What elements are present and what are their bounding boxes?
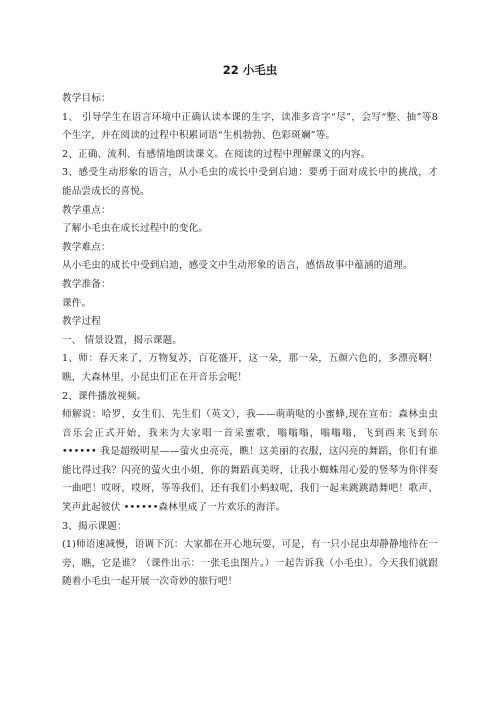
document-title: 22 小毛虫 [222,63,278,77]
paragraph: 师解说：哈罗，女生们、先生们（英文），我——萌萌哒的小蜜蜂,现在宣布：森林虫虫音乐会正式开始，我来为大家唱一首采蜜歌，嗡嗡嗡，嗡嗡嗡，飞到西来飞到东 •••••• 我是超级明星——萤火虫亮亮，瞧！这美丽的衣服，这闪亮的舞蹈，你们有谁能比得过我？闪亮的萤火虫小姐，你的舞蹈真美呀，让我小蜘蛛用心爱的竖琴为你伴奏一曲吧！哎呀，哎呀，等等我们，还有我们小蚂蚁呢，我们一起来跳跳踏舞吧！歌声、笑声此起彼伏 ••••••森林里成了一片欢乐的海洋。 [62,409,438,514]
paragraph: 从小毛虫的成长中受到启迪，感受文中生动形象的语言，感悟故事中蕴涵的道理。 [62,260,413,272]
document-body [62,90,438,592]
paragraph: 教学过程 [62,316,101,328]
paragraph: 3、感受生动形象的语言，从小毛虫的成长中受到启迪：要勇于面对成长中的挑战，才能品尝成长的喜悦。 [62,167,438,197]
paragraph: 教学准备： [62,278,111,290]
paragraph: 教学难点： [62,241,111,253]
paragraph: 1、 引导学生在语言环境中正确认读本课的生字，读准多音字“尽”，会写“整、抽”等8个生字，并在阅读的过程中积累词语“生机勃勃、色彩斑斓”等。 [62,111,438,142]
paragraph: 1、师：春天来了，万物复苏，百花盛开，这一朵，那一朵，五颜六色的，多漂亮啊！瞧，大森林里，小昆虫们正在开音乐会呢！ [62,353,438,383]
paragraph: 教学目标： [62,93,111,104]
paragraph: 3、揭示课题： [62,520,127,532]
paragraph: 2、课件播放视频。 [62,390,147,402]
paragraph: 教学重点： [62,204,111,216]
paragraph: 了解小毛虫在成长过程中的变化。 [62,223,209,235]
paragraph: 一、 情景设置，揭示课题。 [62,334,183,346]
paragraph: 课件。 [62,297,92,309]
paragraph: 2、正确、流利、有感情地朗读课文。在阅读的过程中理解课文的内容。 [62,148,371,160]
paragraph: (1)师语速减慢，语调下沉：大家都在开心地玩耍，可是，有一只小昆虫却静静地待在一旁，瞧，它是谁？（课件出示：一张毛虫图片。）一起告诉我（小毛虫）。今天我们就跟随着小毛虫一起开展一次奇妙的旅行吧！ [62,539,438,588]
